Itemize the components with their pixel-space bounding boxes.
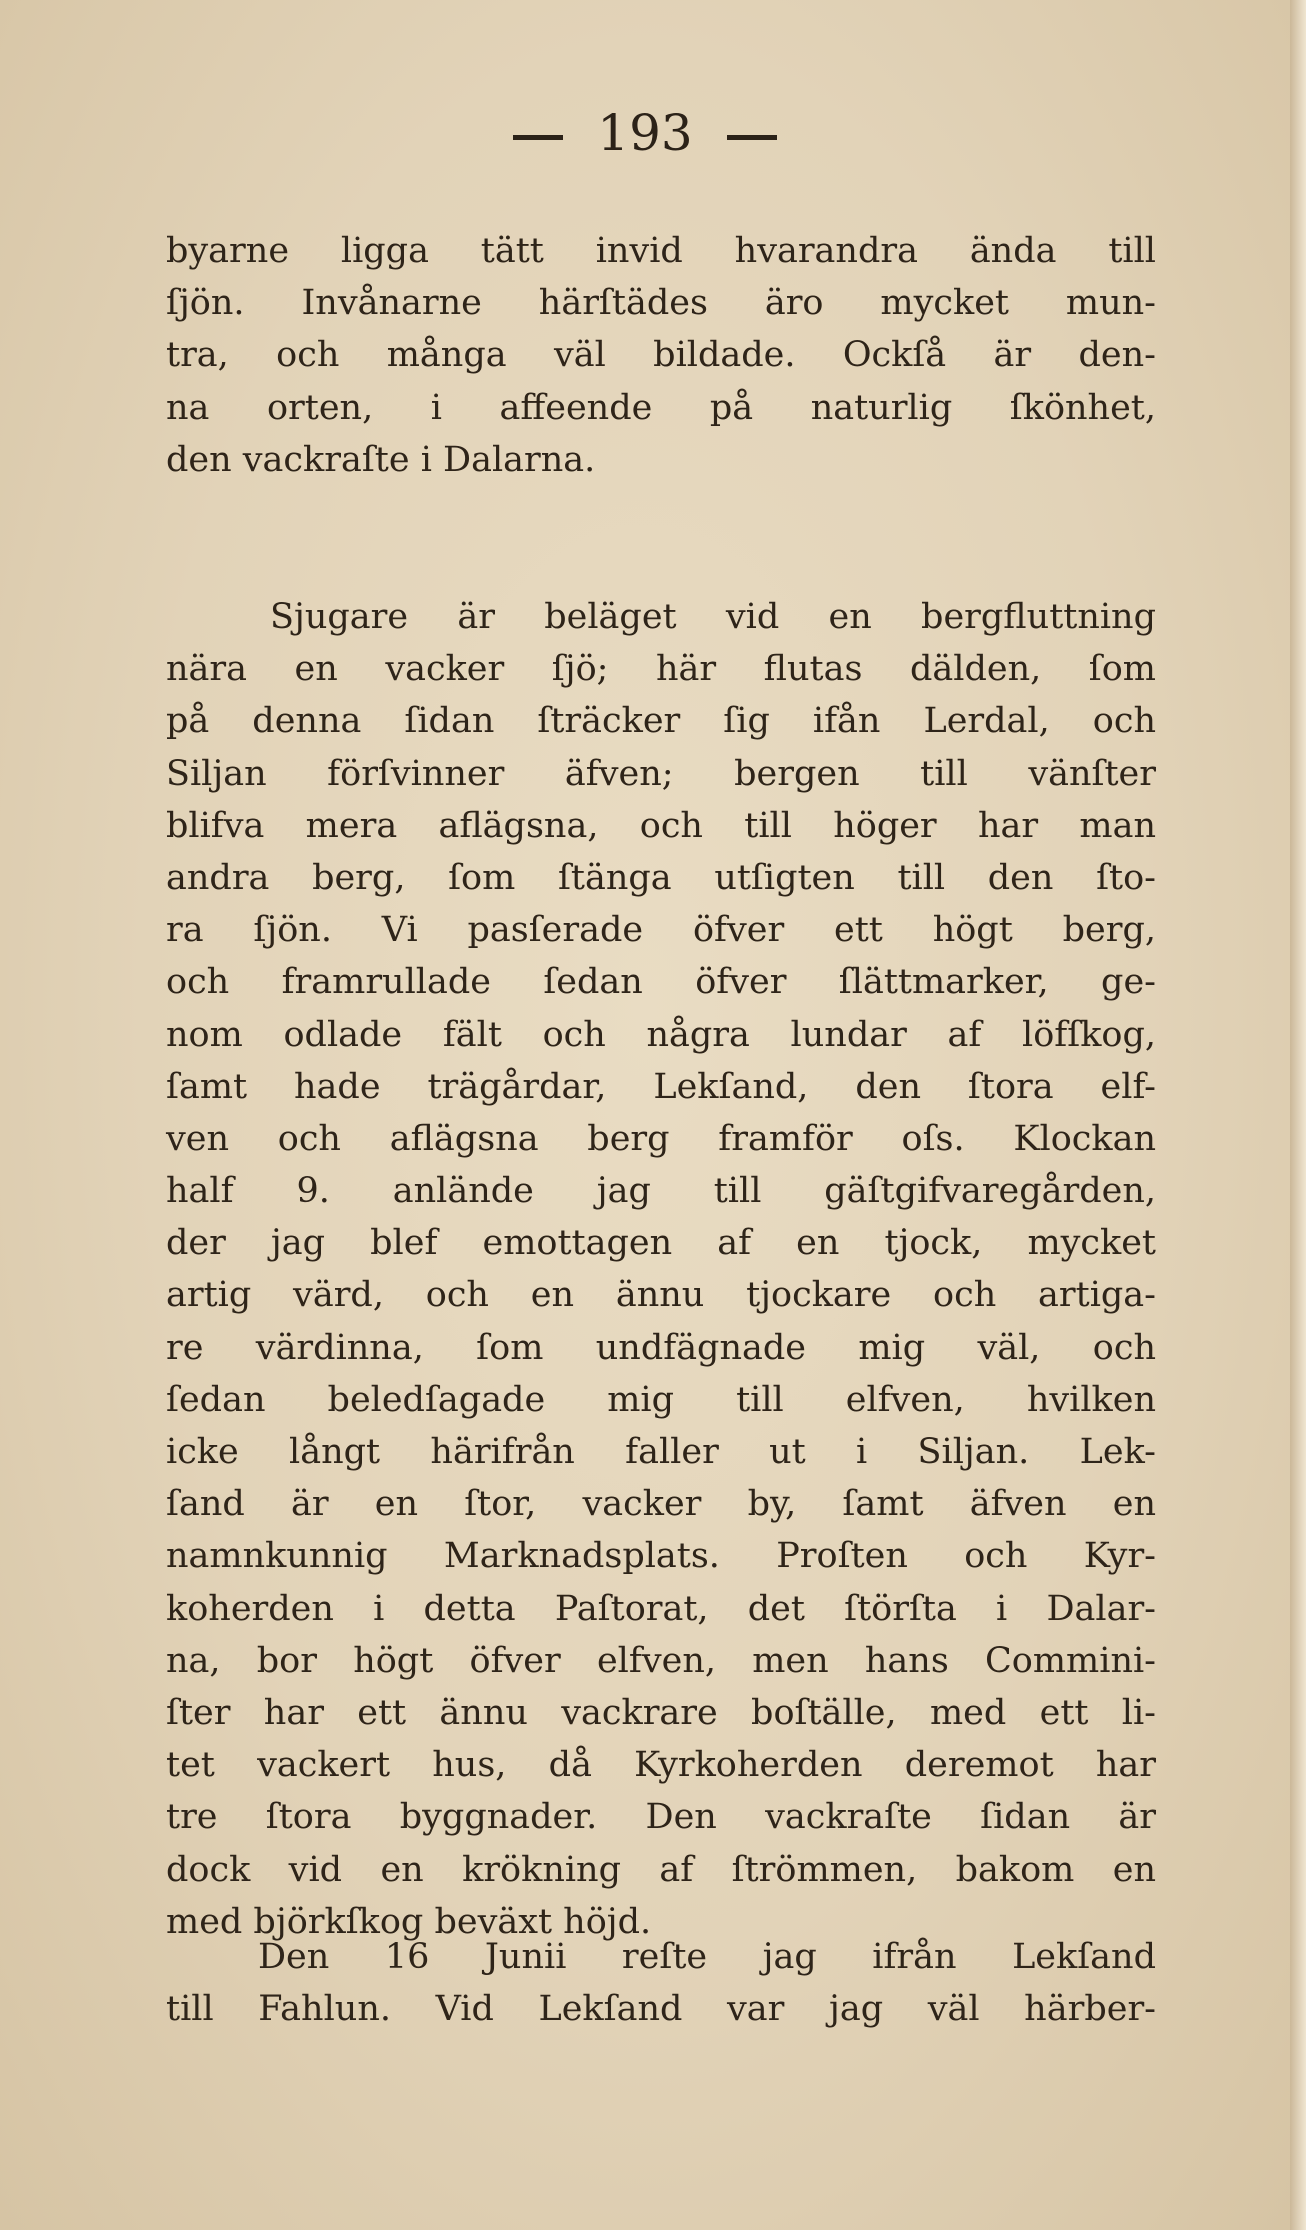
text-line: dock vid en krökning af ſtrömmen, bakom en xyxy=(166,1849,1156,1890)
text-line: ſedan beledſagade mig till elfven, hvilken xyxy=(166,1379,1156,1420)
text-line: ſand är en ſtor, vacker by, ſamt äfven en xyxy=(166,1484,1156,1525)
page-edge xyxy=(1290,0,1306,2230)
paragraph-2 xyxy=(166,591,1156,1948)
text-line: till Fahlun. Vid Lekſand var jag väl härber- xyxy=(166,1989,1156,2030)
text-line: på denna ſidan ſträcker ſig ifån Lerdal, och xyxy=(166,701,1156,742)
text-line: byarne ligga tätt invid hvarandra ända till xyxy=(166,231,1156,271)
text-line: der jag blef emottagen af en tjock, mycket xyxy=(166,1223,1156,1264)
text-line: ra ſjön. Vi pasſerade öfver ett högt berg, xyxy=(166,910,1156,951)
paragraph-1 xyxy=(166,225,1156,486)
text-line: artig värd, och en ännu tjockare och artiga- xyxy=(166,1275,1156,1316)
text-line: Siljan förſvinner äfven; bergen till vänſter xyxy=(166,753,1156,794)
text-line: nära en vacker ſjö; här flutas dälden, ſom xyxy=(166,649,1156,690)
text-line: ſjön. Invånarne härſtädes äro mycket mun- xyxy=(166,283,1156,324)
text-line: ſter har ett ännu vackrare boſtälle, med ett li- xyxy=(166,1692,1156,1733)
text-line: tre ſtora byggnader. Den vackraſte ſidan är xyxy=(166,1797,1156,1838)
text-line: namnkunnig Marknadsplats. Proſten och Kyr- xyxy=(166,1536,1156,1577)
text-line: ſamt hade trägårdar, Lekſand, den ſtora elf- xyxy=(166,1066,1156,1107)
text-line: koherden i detta Paſtorat, det ſtörſta i Dalar- xyxy=(166,1588,1156,1629)
page-header xyxy=(0,104,1290,162)
text-line: tet vackert hus, då Kyrkoherden deremot har xyxy=(166,1745,1156,1786)
header-dash-left xyxy=(513,135,563,140)
header-dash-right xyxy=(727,135,777,140)
text-line: ven och aflägsna berg framför oſs. Klockan xyxy=(166,1118,1156,1159)
text-line: med björkſkog beväxt höjd. xyxy=(166,1901,652,1942)
text-line: Sjugare är beläget vid en bergfluttning xyxy=(270,597,1156,637)
text-line: re värdinna, ſom undfägnade mig väl, och xyxy=(166,1327,1156,1368)
text-line: andra berg, ſom ſtänga utſigten till den ſto- xyxy=(166,857,1156,898)
text-line: den vackraſte i Dalarna. xyxy=(166,439,596,480)
text-line: na orten, i affeende på naturlig ſkönhet, xyxy=(166,387,1156,428)
paragraph-3 xyxy=(166,1931,1156,2035)
text-line: icke långt härifrån faller ut i Siljan. Lek- xyxy=(166,1432,1156,1472)
text-line: blifva mera aflägsna, och till höger har man xyxy=(166,805,1156,846)
text-line: na, bor högt öfver elfven, men hans Commini- xyxy=(166,1640,1156,1681)
text-line: och framrullade ſedan öfver ſlättmarker, ge- xyxy=(166,962,1156,1003)
text-line: Den 16 Junii reſte jag ifrån Lekſand xyxy=(258,1937,1156,1977)
page-number: 193 xyxy=(597,104,693,162)
text-line: tra, och många väl bildade. Ockſå är den- xyxy=(166,335,1156,376)
text-line: half 9. anlände jag till gäſtgifvaregården, xyxy=(166,1171,1156,1212)
text-line: nom odlade fält och några lundar af löfſkog, xyxy=(166,1014,1156,1055)
